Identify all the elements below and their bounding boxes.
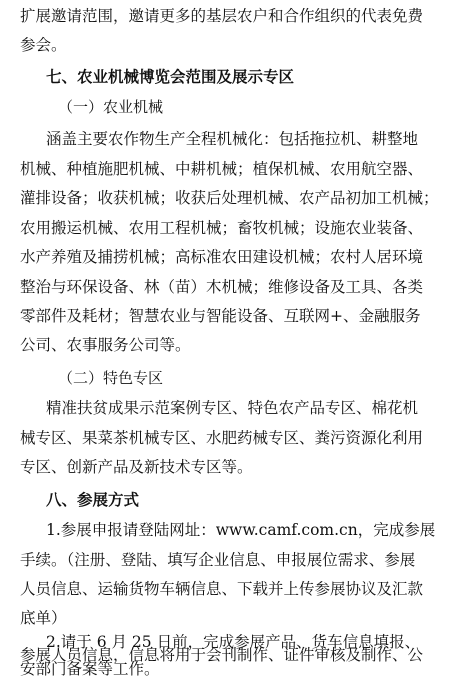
- subsection-heading-2: （二）特色专区: [58, 369, 164, 387]
- paragraph-line: 底单）: [20, 609, 67, 627]
- section-heading-7: 七、农业机械博览会范围及展示专区: [46, 68, 295, 86]
- paragraph-line: 人员信息、运输货物车辆信息、下载并上传参展协议及汇款: [20, 580, 424, 598]
- paragraph-line: 零部件及耗材；智慧农业与智能设备、互联网+、金融服务: [20, 307, 421, 325]
- paragraph-line: 机械、种植施肥机械、中耕机械；植保机械、农用航空器、: [20, 160, 424, 178]
- paragraph-line: 整治与环保设备、林（苗）木机械；维修设备及工具、各类: [20, 278, 424, 296]
- paragraph-line: 涵盖主要农作物生产全程机械化：包括拖拉机、耕整地: [46, 130, 419, 148]
- section-heading-8: 八、参展方式: [46, 491, 140, 509]
- paragraph-line: 农用搬运机械、农用工程机械；畜牧机械；设施农业装备、: [20, 219, 424, 237]
- paragraph-line: 灌排设备；收获机械；收获后处理机械、农产品初加工机械；: [20, 189, 439, 207]
- paragraph-line: 参会。: [20, 36, 67, 54]
- paragraph-line: 械专区、果菜茶机械专区、水肥药械专区、粪污资源化利用: [20, 429, 424, 447]
- paragraph-line: 安部门备案等工作。: [20, 660, 160, 678]
- paragraph-line: 公司、农事服务公司等。: [20, 336, 191, 354]
- paragraph-line: 参展人员信息，信息将用于会刊制作、证件审核及制作、公: [20, 646, 424, 665]
- paragraph-line: 专区、创新产品及新技术专区等。: [20, 458, 253, 476]
- paragraph-line: 手续。（注册、登陆、填写企业信息、申报展位需求、参展: [20, 551, 416, 569]
- subsection-heading-1: （一）农业机械: [58, 98, 164, 116]
- paragraph-line: 1.参展申报请登陆网址：www.camf.com.cn，完成参展: [46, 521, 436, 539]
- paragraph-line: 水产养殖及捕捞机械；高标准农田建设机械；农村人居环境: [20, 248, 424, 266]
- paragraph-line: 2.请于 6 月 25 日前，完成参展产品、货车信息填报、: [46, 632, 421, 651]
- paragraph-line: 精准扶贫成果示范案例专区、特色农产品专区、棉花机: [46, 399, 419, 417]
- paragraph-line: 扩展邀请范围，邀请更多的基层农户和合作组织的代表免费: [20, 7, 424, 25]
